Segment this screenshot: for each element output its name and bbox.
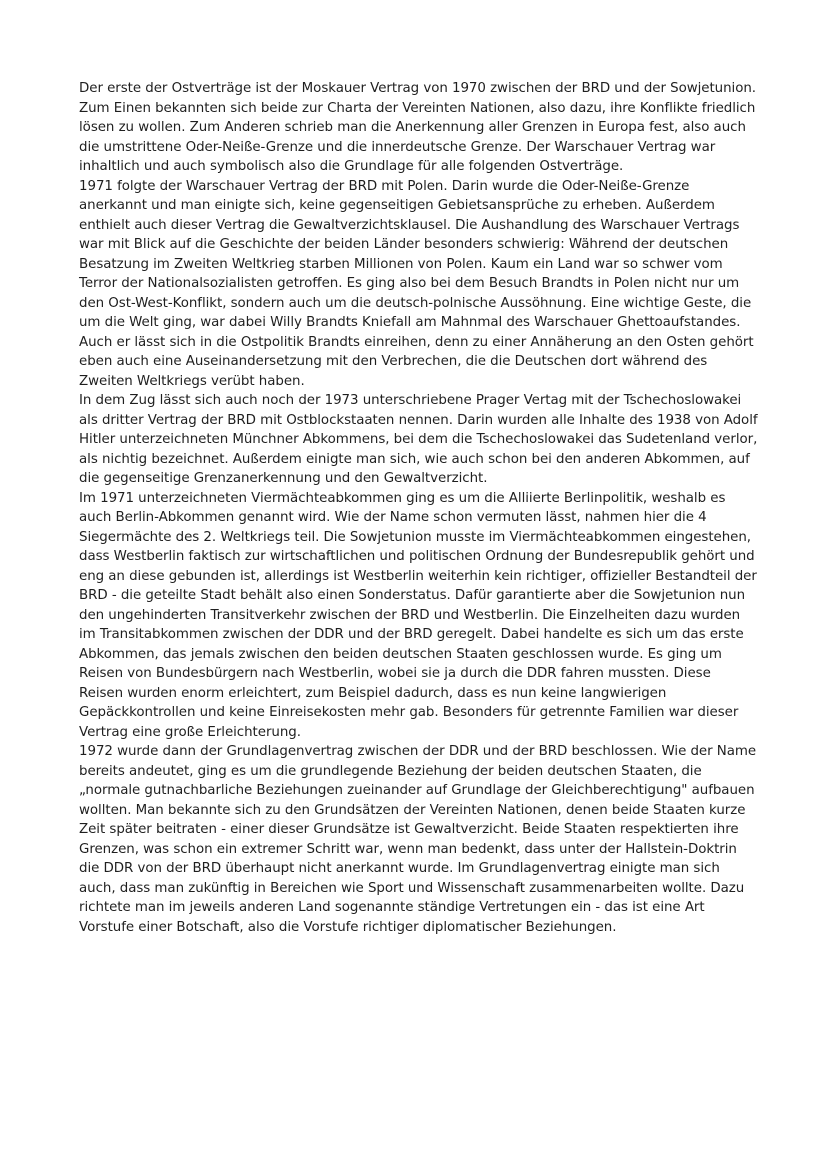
paragraph-prager-vertrag: In dem Zug lässt sich auch noch der 1973 unterschriebene Prager Vertag mit der Tschechoslowakei als dritter Vertrag der BRD mit Ostblockstaaten nennen. Darin wurden alle Inhalte des 1938 von Adolf Hitler unterzeichneten Münchner Abkommens, bei dem die Tschechoslowakei das Sudetenland verlor, als nichtig bezeichnet. Außerdem einigte man sich, wie auch schon bei den anderen Abkommen, auf die gegenseitige Grenzanerkennung und den Gewaltverzicht.	[79, 393, 758, 486]
paragraph-warschauer-vertrag: 1971 folgte der Warschauer Vertrag der BRD mit Polen. Darin wurde die Oder-Neiße-Grenze anerkannt und man einigte sich, keine gegenseitigen Gebietsansprüche zu erheben. Außerdem enthielt auch dieser Vertrag die Gewaltverzichtsklausel. Die Aushandlung des Warschauer Vertrags war mit Blick auf die Geschichte der beiden Länder besonders schwierig: Während der deutschen Besatzung im Zweiten Weltkrieg starben Millionen von Polen. Kaum ein Land war so schwer vom Terror der Nationalsozialisten getroffen. Es ging also bei dem Besuch Brandts in Polen nicht nur um den Ost-West-Konflikt, sondern auch um die deutsch-polnische Aussöhnung. Eine wichtige Geste, die um die Welt ging, war dabei Willy Brandts Kniefall am Mahnmal des Warschauer Ghettoaufstandes. Auch er lässt sich in die Ostpolitik Brandts einreihen, denn zu einer Annäherung an den Osten gehört eben auch eine Auseinandersetzung mit den Verbrechen, die die Deutschen dort während des Zweiten Weltkriegs verübt haben.	[79, 178, 754, 389]
paragraph-grundlagenvertrag: 1972 wurde dann der Grundlagenvertrag zwischen der DDR und der BRD beschlossen. Wie der Name bereits andeutet, ging es um die grundlegende Beziehung der beiden deutschen Staaten, die „normale gutnachbarliche Beziehungen zueinander auf Grundlage der Gleichberechtigung" aufbauen wollten. Man bekannte sich zu den Grundsätzen der Vereinten Nationen, denen beide Staaten kurze Zeit später beitraten - einer dieser Grundsätze ist Gewaltverzicht. Beide Staaten respektierten ihre Grenzen, was schon ein extremer Schritt war, wenn man bedenkt, dass unter der Hallstein-Doktrin die DDR von der BRD überhaupt nicht anerkannt wurde. Im Grundlagenvertrag einigte man sich auch, dass man zukünftig in Bereichen wie Sport und Wissenschaft zusammenarbeiten wollte. Dazu richtete man im jeweils anderen Land sogenannte ständige Vertretungen ein - das ist eine Art Vorstufe einer Botschaft, also die Vorstufe richtiger diplomatischer Beziehungen.	[79, 744, 757, 935]
document-page	[79, 79, 759, 937]
paragraph-viermaechteabkommen: Im 1971 unterzeichneten Viermächteabkommen ging es um die Alliierte Berlinpolitik, weshalb es auch Berlin-Abkommen genannt wird. Wie der Name schon vermuten lässt, nahmen hier die 4 Siegermächte des 2. Weltkriegs teil. Die Sowjetunion musste im Viermächteabkommen eingestehen, dass Westberlin faktisch zur wirtschaftlichen und politischen Ordnung der Bundesrepublik gehört und eng an diese gebunden ist, allerdings ist Westberlin weiterhin kein richtiger, offizieller Bestandteil der BRD - die geteilte Stadt behält also einen Sonderstatus. Dafür garantierte aber die Sowjetunion nun den ungehinderten Transitverkehr zwischen der BRD und Westberlin. Die Einzelheiten dazu wurden im Transitabkommen zwischen der DDR und der BRD geregelt. Dabei handelte es sich um das erste Abkommen, das jemals zwischen den beiden deutschen Staaten geschlossen wurde. Es ging um Reisen von Bundesbürgern nach Westberlin, wobei sie ja durch die DDR fahren mussten. Diese Reisen wurden enorm erleichtert, zum Beispiel dadurch, dass es nun keine langwierigen Gepäckkontrollen und keine Einreisekosten mehr gab. Besonders für getrennte Familien war dieser Vertrag eine große Erleichterung.	[79, 490, 757, 740]
paragraph-moskauer-vertrag: Der erste der Ostverträge ist der Moskauer Vertrag von 1970 zwischen der BRD und der Sowjetunion. Zum Einen bekannten sich beide zur Charta der Vereinten Nationen, also dazu, ihre Konflikte friedlich lösen zu wollen. Zum Anderen schrieb man die Anerkennung aller Grenzen in Europa fest, also auch die umstrittene Oder-Neiße-Grenze und die innerdeutsche Grenze. Der Warschauer Vertrag war inhaltlich und auch symbolisch also die Grundlage für alle folgenden Ostverträge.	[79, 81, 757, 174]
